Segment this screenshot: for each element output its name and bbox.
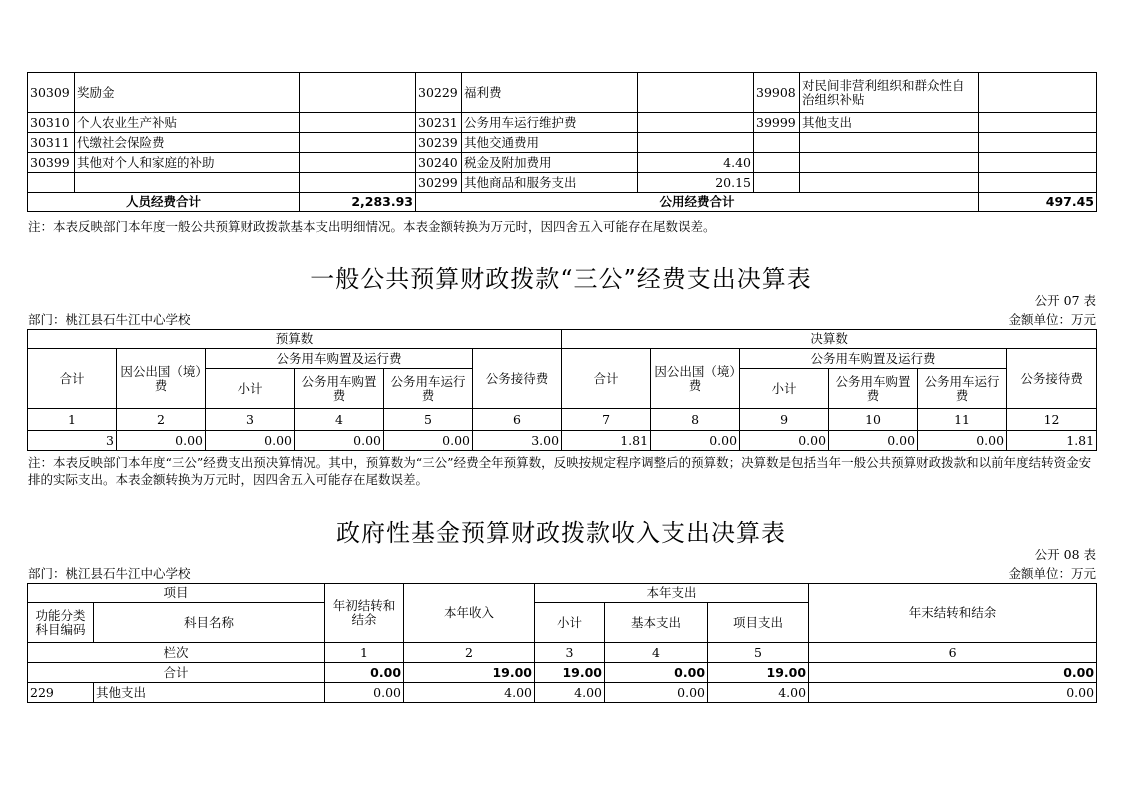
- total-value: 0.00: [605, 663, 708, 683]
- total-value: 19.00: [404, 663, 535, 683]
- amount-1: [300, 153, 416, 173]
- row-number-label: 栏次: [28, 643, 325, 663]
- table1-note: 注：本表反映部门本年度一般公共预算财政拨款基本支出明细情况。本表金额转换为万元时，因四舍五入可能存在尾数误差。: [28, 219, 716, 234]
- name-1: [75, 173, 300, 193]
- table-row: [28, 73, 1097, 113]
- row-value: 4.00: [535, 683, 605, 703]
- value-cell: 1.81: [1007, 431, 1097, 451]
- public-total-value: 497.45: [979, 193, 1097, 212]
- code-1: 30310: [28, 113, 75, 133]
- budget-car-header: 公务用车购置及运行费: [206, 349, 473, 369]
- table2-unit: 金额单位：万元: [1008, 312, 1096, 327]
- subject-name-header: 科目名称: [94, 603, 325, 643]
- row-value: 0.00: [605, 683, 708, 703]
- public-total-label: 公用经费合计: [416, 193, 979, 212]
- table3-unit: 金额单位：万元: [1008, 566, 1096, 581]
- value-cell: 3: [28, 431, 117, 451]
- personnel-total-label: 人员经费合计: [28, 193, 300, 212]
- row-subject-name: 其他支出: [94, 683, 325, 703]
- column-number: 11: [918, 409, 1007, 431]
- column-number: 10: [829, 409, 918, 431]
- table-row: [28, 153, 1097, 173]
- row-func-code: 229: [28, 683, 94, 703]
- final-abroad-header: 因公出国（境）费: [651, 349, 740, 409]
- value-cell: 0.00: [918, 431, 1007, 451]
- name-2: 公务用车运行维护费: [462, 113, 638, 133]
- value-cell: 0.00: [206, 431, 295, 451]
- column-number: 3: [206, 409, 295, 431]
- value-cell: 0.00: [117, 431, 206, 451]
- column-number: 2: [117, 409, 206, 431]
- budget-subtotal-header: 小计: [206, 369, 295, 409]
- name-3: [800, 173, 979, 193]
- basic-expense-header: 基本支出: [605, 603, 708, 643]
- column-number: 5: [384, 409, 473, 431]
- table-row: [28, 113, 1097, 133]
- final-subtotal-header: 小计: [740, 369, 829, 409]
- total-value: 0.00: [325, 663, 404, 683]
- row-value: 0.00: [325, 683, 404, 703]
- value-cell: 0.00: [740, 431, 829, 451]
- begin-balance-header: 年初结转和结余: [325, 584, 404, 643]
- table3-dept: 部门：桃江县石牛江中心学校: [28, 566, 191, 581]
- row-value: 4.00: [708, 683, 809, 703]
- name-2: 其他交通费用: [462, 133, 638, 153]
- totals-row: [28, 193, 1097, 212]
- budget-header: 预算数: [28, 330, 562, 349]
- table2-note: 注：本表反映部门本年度“三公”经费支出预决算情况。其中，预算数为“三公”经费全年预算数，反映按规定程序调整后的预算数；决算数是包括当年一般公共预算财政拨款和以前年度结转资金安排的实际支出。本表金额转换为万元时，因四舍五入可能存在尾数误差。: [28, 455, 1092, 487]
- total-value: 19.00: [535, 663, 605, 683]
- column-number: 4: [605, 643, 708, 663]
- expense-header: 本年支出: [535, 584, 809, 603]
- column-number: 1: [28, 409, 117, 431]
- final-car-run-header: 公务用车运行费: [918, 369, 1007, 409]
- total-row-label: 合计: [28, 663, 325, 683]
- name-2: 福利费: [462, 73, 638, 113]
- amount-3: [979, 133, 1097, 153]
- value-cell: 1.81: [562, 431, 651, 451]
- budget-total-header: 合计: [28, 349, 117, 409]
- amount-1: [300, 73, 416, 113]
- amount-2: 4.40: [638, 153, 754, 173]
- code-1: 30399: [28, 153, 75, 173]
- three-public-expense-table: [27, 329, 1097, 451]
- amount-3: [979, 173, 1097, 193]
- amount-3: [979, 113, 1097, 133]
- table2-title: 一般公共预算财政拨款“三公”经费支出决算表: [310, 265, 812, 293]
- final-car-buy-header: 公务用车购置费: [829, 369, 918, 409]
- name-1: 其他对个人和家庭的补助: [75, 153, 300, 173]
- name-3: 其他支出: [800, 113, 979, 133]
- column-number: 6: [809, 643, 1097, 663]
- budget-car-buy-header: 公务用车购置费: [295, 369, 384, 409]
- final-car-header: 公务用车购置及运行费: [740, 349, 1007, 369]
- code-1: 30311: [28, 133, 75, 153]
- code-3: [754, 173, 800, 193]
- total-value: 19.00: [708, 663, 809, 683]
- name-1: 个人农业生产补贴: [75, 113, 300, 133]
- table3-title: 政府性基金预算财政拨款收入支出决算表: [336, 519, 786, 547]
- code-2: 30239: [416, 133, 462, 153]
- amount-1: [300, 173, 416, 193]
- name-3: [800, 133, 979, 153]
- amount-3: [979, 153, 1097, 173]
- code-2: 30240: [416, 153, 462, 173]
- income-header: 本年收入: [404, 584, 535, 643]
- name-3: [800, 153, 979, 173]
- name-2: 其他商品和服务支出: [462, 173, 638, 193]
- amount-2: [638, 133, 754, 153]
- table2-dept: 部门：桃江县石牛江中心学校: [28, 312, 191, 327]
- code-2: 30299: [416, 173, 462, 193]
- name-3: 对民间非营利组织和群众性自治组织补贴: [800, 73, 979, 113]
- code-2: 30231: [416, 113, 462, 133]
- row-value: 4.00: [404, 683, 535, 703]
- budget-reception-header: 公务接待费: [473, 349, 562, 409]
- table2-code: 公开 07 表: [1034, 293, 1096, 308]
- end-balance-header: 年末结转和结余: [809, 584, 1097, 643]
- column-number: 5: [708, 643, 809, 663]
- gov-fund-table: [27, 583, 1097, 703]
- column-number: 1: [325, 643, 404, 663]
- amount-1: [300, 133, 416, 153]
- amount-3: [979, 73, 1097, 113]
- amount-2: 20.15: [638, 173, 754, 193]
- value-cell: 0.00: [829, 431, 918, 451]
- column-number: 8: [651, 409, 740, 431]
- row-value: 0.00: [809, 683, 1097, 703]
- value-cell: 0.00: [295, 431, 384, 451]
- code-3: 39999: [754, 113, 800, 133]
- budget-car-run-header: 公务用车运行费: [384, 369, 473, 409]
- final-reception-header: 公务接待费: [1007, 349, 1097, 409]
- column-number: 6: [473, 409, 562, 431]
- table-row: [28, 173, 1097, 193]
- personnel-total-value: 2,283.93: [300, 193, 416, 212]
- column-number: 9: [740, 409, 829, 431]
- amount-2: [638, 73, 754, 113]
- amount-2: [638, 113, 754, 133]
- code-3: 39908: [754, 73, 800, 113]
- code-3: [754, 153, 800, 173]
- total-value: 0.00: [809, 663, 1097, 683]
- code-1: 30309: [28, 73, 75, 113]
- code-2: 30229: [416, 73, 462, 113]
- item-header: 项目: [28, 584, 325, 603]
- column-number: 3: [535, 643, 605, 663]
- table3-code: 公开 08 表: [1034, 547, 1096, 562]
- value-cell: 3.00: [473, 431, 562, 451]
- column-number: 2: [404, 643, 535, 663]
- project-expense-header: 项目支出: [708, 603, 809, 643]
- code-3: [754, 133, 800, 153]
- final-total-header: 合计: [562, 349, 651, 409]
- value-cell: 0.00: [651, 431, 740, 451]
- table-row: [28, 133, 1097, 153]
- name-1: 奖励金: [75, 73, 300, 113]
- func-code-header: 功能分类科目编码: [28, 603, 94, 643]
- amount-1: [300, 113, 416, 133]
- column-number: 7: [562, 409, 651, 431]
- name-2: 税金及附加费用: [462, 153, 638, 173]
- budget-abroad-header: 因公出国（境）费: [117, 349, 206, 409]
- expense-subtotal-header: 小计: [535, 603, 605, 643]
- name-1: 代缴社会保险费: [75, 133, 300, 153]
- column-number: 4: [295, 409, 384, 431]
- column-number: 12: [1007, 409, 1097, 431]
- basic-expense-table: [27, 72, 1097, 212]
- code-1: [28, 173, 75, 193]
- final-header: 决算数: [562, 330, 1097, 349]
- value-cell: 0.00: [384, 431, 473, 451]
